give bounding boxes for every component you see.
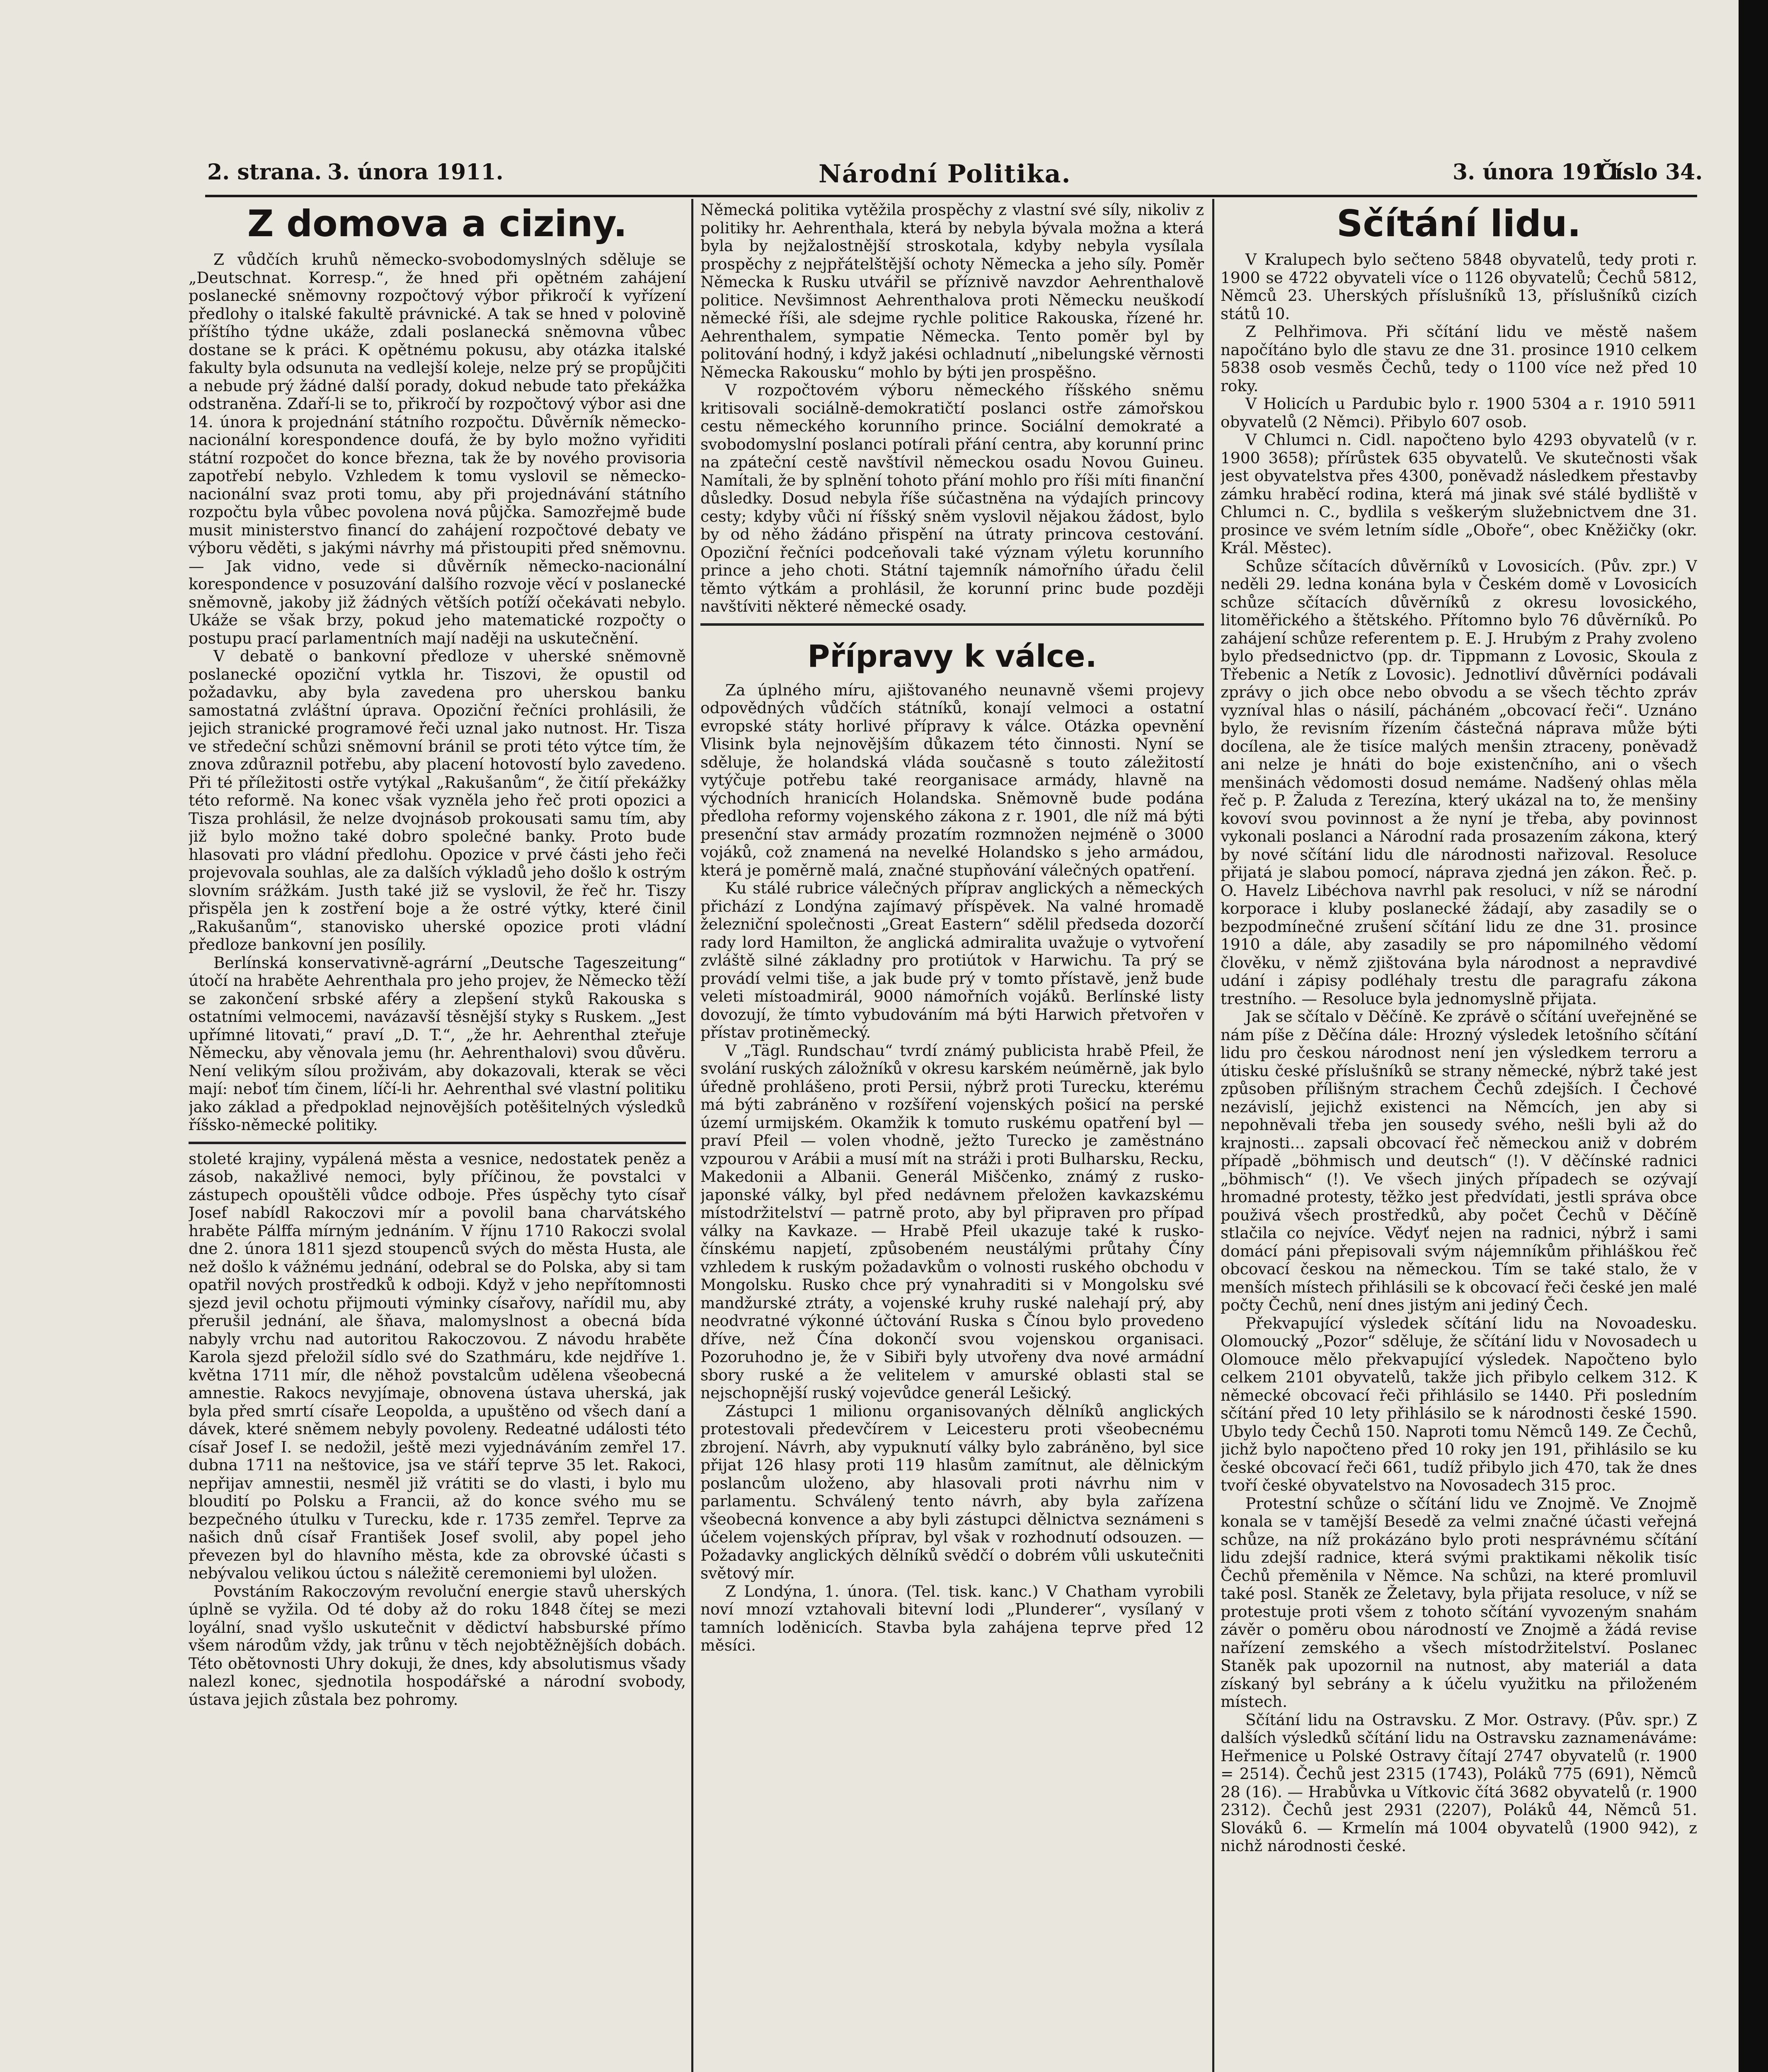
article-paragraph: Protestní schůze o sčítání lidu ve Znojmě. Ve Znojmě konala se v tamější Besedě za velmi značné účasti veřejná schůze, na níž prokázáno bylo proti nesprávnému sčítání lidu zdejší radnice, která svými praktikami několik tisíc Čechů přeměnila v Němce. Na schůzi, na které promluvil také posl. Staněk ze Želetavy, byla přijata resoluce, v níž se protestuje proti všem z tohoto sčítání vyvozeným snahám závěr o poměru obou národností ve Znojmě a žádá revise nařízení zemského a všech místodržitelství. Poslanec Staněk pak upozornil na nutnost, aby materiál a data získaný byl sebrány a k účelu využitku na přiloženém místech.: [1221, 1494, 1697, 1711]
header-rule: [205, 195, 1697, 197]
column-1: [189, 201, 686, 2072]
article-paragraph: V Chlumci n. Cidl. napočteno bylo 4293 obyvatelů (v r. 1900 3658); přírůstek 635 obyvatelů. Ve skutečnosti však jest obyvatelstva přes 4300, poněvadž následkem přestavby zámku hraběcí rodina, která má jinak své stálé bydliště v Chlumci n. C., bydlila s veškerým služebnictvem dne 31. prosince ve svém letním sídle „Oboře“, obec Kněžičky (okr. Král. Městec).: [1221, 431, 1697, 557]
section-heading-domestic-foreign: Z domova a ciziny.: [247, 202, 627, 245]
article-paragraph: Z Pelhřimova. Při sčítání lidu ve městě našem napočítáno bylo dle stavu ze dne 31. prosince 1910 celkem 5838 osob vesměs Čechů, tedy o 1100 více než před 10 roky.: [1221, 322, 1697, 395]
scan-edge-right: [1739, 0, 1768, 2072]
article-paragraph: Za úplného míru, ajištovaného neunavně všemi projevy odpovědných vůdčích státníků, konají velmoci a ostatní evropské státy horlivé přípravy k válce. Otázka opevnění Vlisink byla nejnovějším důkazem této činnosti. Nyní se sděluje, že holandská vláda současně s touto záležitostí vytýčuje potřebu také reorganisace armády, hlavně na východních hranicích Holandska. Sněmovně bude podána předloha reformy vojenského zákona z r. 1901, dle níž má býti presenční stav armády prozatím rozmnožen nejméně o 3000 vojáků, což znamená na nevelké Holandsko s jeho armádou, která je poměrně malá, značné stupňování válečných opatření.: [700, 680, 1204, 879]
header-issue-number: Číslo 34.: [1598, 160, 1703, 185]
header-page-number: 2. strana.: [207, 160, 322, 185]
article-paragraph: V „Tägl. Rundschau“ tvrdí známý publicista hrabě Pfeil, že svolání ruských záložníků v okresu karském neúměrně, jak bylo úředně prohlášeno, proti Persii, nýbrž proti Turecku, kterému má býti zabráněno v rozšíření vojenských pošicí na perské území urmijském. Okamžik k tomuto ruskému opatření byl — praví Pfeil — volen vhodně, ježto Turecko je zaměstnáno vzpourou v Arábii a musí mít na stráži i proti Bulharsku, Recku, Makedonii a Albanii. Generál Miščenko, známý z rusko-japonské války, byl před nedávnem přeložen kavkazskému místodržitelství — patrně proto, aby byl připraven pro případ války na Kavkaze. — Hrabě Pfeil ukazuje také k rusko-čínskému napjetí, způsobeném neustálými průtahy Číny vzhledem k ruským požadavkům o volnosti ruského obchodu v Mongolsku. Rusko chce prý vynahraditi si v Mongolsku své mandžurské ztráty, a vojenské kruhy ruské nalehají prý, aby neodvratné výkonné účtování Ruska s Čínou bylo provedeno dříve, než Čína dokončí svou vojenskou organisaci. Pozoruhodno je, že v Sibiři byly utvořeny dva nové armádní sbory ruské a že velitelem v amurské oblasti stal se nejschopnější ruský vojevůdce generál Lešický.: [700, 1041, 1204, 1402]
article-paragraph: Překvapující výsledek sčítání lidu na Novoadesku. Olomoucký „Pozor“ sděluje, že sčítání lidu v Novosadech u Olomouce mělo překvapující výsledek. Napočteno bylo celkem 2101 obyvatelů, takže jich přibylo celkem 312. K německé obcovací řeči přihlásilo se 1440. Při posledním sčítání před 10 lety přihlásilo se k národnosti české 1590. Ubylo tedy Čechů 150. Naproti tomu Němců 149. Ze Čechů, jichž bylo napočteno před 10 roky jen 191, přihlásilo se ku české obcovací řeči 661, tudíž přibylo jich 470, tak že dnes tvoří české obyvatelstvo na Novosadech 315 proc.: [1221, 1314, 1697, 1494]
article-paragraph: Berlínská konservativně-agrární „Deutsche Tageszeitung“ útočí na hraběte Aehrenthala pro jeho projev, že Německo těží se zakončení srbské aféry a zlepšení styků Rakouska s ostatními velmocemi, navázavší těsnější styky s Ruskem. „Jest upřímné litovati,“ praví „D. T.“, „že hr. Aehrenthal zteřuje Německu, aby věnovala jemu (hr. Aehrenthalovi) svou důvěru. Není velikým sílou proživám, aby dokazovali, kterak se věci mají: neboť tím činem, líčí-li hr. Aehrenthal své vlastní politiku jako základ a předpoklad nejnovějších potěšitelných výsledků říšsko-německé politiky.: [189, 953, 686, 1134]
section-break: [700, 619, 1204, 626]
article-paragraph: V debatě o bankovní předloze v uherské sněmovně poslanecké opoziční vytkla hr. Tiszovi, že opustil od požadavku, aby byla zavedena pro uherskou banku samostatná zvláštní úprava. Opoziční řečníci prohlásili, že jejich stranické programové řeči uznal jako nutnost. Hr. Tisza ve středeční schůzi sněmovní bránil se proti této výtce tím, že znova zdůraznil potřebu, aby placení hotovostí bylo zavedeno. Při té příležitosti ostře vytýkal „Rakušanům“, že čitíí překážky této reformě. Na konec však vyzněla jeho řeč proti opozici a Tisza prohlásil, že nelze dvojnásob prokousati samu tím, aby již bylo možno také dobro společné banky. Proto bude hlasovati pro vládní předlohu. Opozice v prvé části jeho řeči projevovala souhlas, ale za dalších výkladů jeho došlo k ostrým slovním srážkám. Justh také již se vyslovil, že řeč hr. Tiszy přispěla jen k zostření boje a že ostré výtky, které činil „Rakušanům“, stanovisko uherské opozice proti vládní předloze bankovní jen posílily.: [189, 647, 686, 954]
article-paragraph: Z vůdčích kruhů německo-svobodomyslných sděluje se „Deutschnat. Korresp.“, že hned při opětném zahájení poslanecké sněmovny rozpočtový výbor přikročí k vyřízení předlohy o italské fakultě právnické. A tak se hned v polovině příštího týdne ukáže, zdali poslanecká sněmovna vůbec dostane se k práci. K opětnému pokusu, aby otázka italské fakulty byla odsunuta na vedlejší koleje, nelze prý se propůjčiti a nebude prý žádné další porady, dokud nebude tato překážka odstraněna. Zdaří-li se to, přikročí by rozpočtový výbor asi dne 14. února k projednání státního rozpočtu. Důvěrník německo-nacionální korespondence doufá, že by bylo možno vyřiditi státní rozpočet do konce března, tak že by nového provisoria zapotřebí nebylo. Vzhledem k tomu vyslovil se německo-nacionální svaz proti tomu, aby při projednávání státního rozpočtu byla vůbec povolena nová půjčka. Samozřejmě bude musit ministerstvo financí do zahájení rozpočtové debaty ve výboru věděti, s jakými návrhy má přistoupiti před sněmovnu. — Jak vidno, vede si důvěrník německo-nacionální korespondence v posuzování dalšího rozvoje věcí v poslanecké sněmovně, jakoby již žádných větších potíží očekávati nebylo. Ukáže se však brzy, pokud jeho matematické rozpočty o postupu prací parlamentních mají naději na uskutečnění.: [189, 250, 686, 647]
article-paragraph: Německá politika vytěžila prospěchy z vlastní své síly, nikoliv z politiky hr. Aehrenthala, která by nebyla bývala možna a která byla by nejžalostnější stroskotala, kdyby nebyla vysílala prospěchy z nejpřátelštější ochoty Německa a jeho síly. Poměr Německa k Rusku utvářil se příznivě navzdor Aehrenthalově politice. Nevšimnost Aehrenthalova proti Německu neuškodí německé říši, ale sdejme rychle politice Rakouska, řízené hr. Aehrenthalem, sympatie Německa. Tento poměr byl by politování hodný, i když jakési ochladnutí „nibelungské věrnosti Německa Rakousku“ mohlo by býti jen prospěšno.: [700, 201, 1204, 381]
article-paragraph: Zástupci 1 milionu organisovaných dělníků anglických protestovali předevčírem v Leicesteru proti všeobecnému zbrojení. Návrh, aby vypuknutí války bylo zabráněno, byl sice přijat 126 hlasy proti 119 hlasům zamítnut, ale dělnickým poslancům uloženo, aby hlasovali proti návrhu nim v parlamentu. Schválený tento návrh, aby byla zařízena všeobecná konvence a aby byli zástupci dělnictva seznámeni s účelem vojenských příprav, byl však v rozhodnutí odsouzen. — Požadavky anglických dělníků svědčí o dobrém vůli uskutečniti světový mír.: [700, 1402, 1204, 1582]
article-paragraph: Jak se sčítalo v Děčíně. Ke zprávě o sčítání uveřejněné se nám píše z Děčína dále: Hrozný výsledek letošního sčítání lidu pro českou národnost není jen výsledkem terroru a útisku české příslušníků se strany německé, nýbrž také jest způsoben přílišným strachem Čechů zdejších. I Čechové nezávislí, jejichž existenci na Němcích, jen aby si nepohněvali třeba jen sousedy svého, nešli byli až do krajnosti... zapsali obcovací řeč německou aniž v dobrém případě „böhmisch und deutsch“ (!). V děčínské radnici „böhmisch“ (!). Ve všech jiných případech se ozývají hromadné protesty, těžko jest předvídati, jestli správa obce použivá všech prostředků, aby počet Čechů v Děčíně stlačila co nejvíce. Vědyť nejen na radnici, nýbrž i sami domácí páni přepisovali svým nájemníkům přihláškou řeč obcovací českou na německou. Tím se také stalo, že v menších místech přihlásili se k obcovací řeči české jen malé počty Čechů, není dnes jistým ani jediný Čech.: [1221, 1007, 1697, 1314]
article-paragraph: Sčítání lidu na Ostravsku. Z Mor. Ostravy. (Pův. spr.) Z dalších výsledků sčítání lidu na Ostravsku zaznamenáváme: Heřmenice u Polské Ostravy čítají 2747 obyvatelů (r. 1900 = 2514). Čechů jest 2315 (1743), Poláků 775 (691), Němců 28 (16). — Hrabůvka u Vítkovic čítá 3682 obyvatelů (r. 1900 2312). Čechů jest 2931 (2207), Poláků 44, Němců 51. Slováků 6. — Krmelín má 1004 obyvatelů (1900 942), z nichž národnosti české.: [1221, 1710, 1697, 1855]
column-2: [700, 201, 1204, 2072]
article-paragraph: Schůze sčítacích důvěrníků v Lovosicích. (Pův. zpr.) V neděli 29. ledna konána byla v Českém domě v Lovosicích schůze sčítacích důvěrníků z okresu lovosického, litoměřického a štětského. Přítomno bylo 76 důvěrníků. Po zahájení schůze referentem p. E. J. Hrubým z Prahy zvoleno bylo předsednictvo (pp. dr. Tippmann z Lovosic, Skoula z Třebenic a Netík z Lovosic). Jednotliví důvěrníci podávali zprávy o jich obce nebo obvodu a se všech těchto zpráv vyzníval hlas o násilí, pácháném „obcovací řeči“. Uznáno bylo, že revisním řízením částečná náprava může býti docílena, ale že tisíce malých menšin ztraceny, poněvadž ani nelze je hnáti do boje existenčního, ani o všech menšinách vědomosti dosud nemáme. Nadšený ohlas měla řeč p. P. Žaluda z Terezína, který ukázal na to, že menšiny kovoví svou povinnost a že nyní je třeba, aby povinnost vykonali poslanci a Národní rada prosazením zákona, který by nové sčítání lidu dle národnosti nařizoval. Resoluce přijatá je slabou pomocí, náprava zjedná jen zákon. Řeč. p. O. Havelz Libéchova navrhl pak resoluci, v níž se národní korporace i kluby poslanecké žádají, aby zasadily se o bezpodmínečné zrušení sčítání lidu ze dne 31. prosince 1910 a dále, aby zasadily se pro nápomilného vědomí člověku, v němž zjištována byla národnost a nepravdivé udání i zápisy podléhaly trestu dle paragrafu zákona trestního. — Resoluce byla jednomyslně přijata.: [1221, 557, 1697, 1008]
section-heading-census: Sčítání lidu.: [1336, 202, 1581, 245]
article-paragraph: Z Londýna, 1. února. (Tel. tisk. kanc.) V Chatham vyrobili noví mnozí vztahovali bitevní lodi „Plunderer“, vysílaný v tamních loděnicích. Stavba byla zahájena teprve před 12 měsíci.: [700, 1582, 1204, 1654]
header-date-left: 3. února 1911.: [327, 160, 504, 185]
article-paragraph: V Kralupech bylo sečteno 5848 obyvatelů, tedy proti r. 1900 se 4722 obyvateli více o 1126 obyvatelů; Čechů 5812, Němců 23. Uherských příslušníků 13, příslušníků cizích států 10.: [1221, 250, 1697, 323]
header-masthead: Národní Politika.: [819, 160, 1071, 189]
article-paragraph: V rozpočtovém výboru německého říšského sněmu kritisovali sociálně-demokratičtí poslanci ostře zámořskou cestu německého korunního prince. Sociální demokraté a svobodomyslní poslanci potírali přání centra, aby korunní princ na zpáteční cestě navštívil německou osadu Novou Guineu. Namítali, že by splnění tohoto přání mohlo pro říši míti finanční důsledky. Dosud nebyla říše súčastněna na výdajích princovy cesty; kdyby vůči ní říšský sněm vyslovil nějakou žádost, bylo by od něho žádáno přispění na útraty princova cestování. Opoziční řečníci podceňovali také význam výletu korunního prince a jeho choti. Státní tajemník námořního úřadu čelil těmto výtkám a prohlásil, že korunní princ bude později navštíviti některé německé osady.: [700, 381, 1204, 615]
article-paragraph: stoleté krajiny, vypálená města a vesnice, nedostatek peněz a zásob, nakažlivé nemoci, byly příčinou, že povstalci v zástupech opouštěli vůdce odboje. Přes úspěchy tyto císař Josef nabídl Rakoczovi mír a povolil bana charvátského hraběte Pálffa mírným jednáním. V říjnu 1710 Rakoczi svolal dne 2. února 1811 sjezd stoupenců svých do města Husta, ale než došlo k vážnému jednání, odebral se do Polska, aby si tam opatřil nových prostředků k odboji. Když v jeho nepřítomnosti sjezd jevil ochotu přijmouti výminky císařovy, nařídil mu, aby přerušil jednání, ale šňava, malomyslnost a obecná bída nabyly vrchu nad autoritou Rakoczovou. Z návodu hraběte Karola sjezd přeložil sídlo své do Szathmáru, kde nejdříve 1. května 1711 mír, dle něhož povstalcům udělena všeobecná amnestie. Rakocs nevyjímaje, obnovena ústava uherská, jak byla před smrtí císaře Leopolda, a upuštěno od všech daní a dávek, které sněmem nebyly povoleny. Redeatné události této císař Josef I. se nedožil, ještě mezi vyjednáváním zemřel 17. dubna 1711 na neštovice, jsa ve stáří teprve 35 let. Rakoci, nepřijav amnestii, nesměl již vrátiti se do vlasti, i bylo mu bloudití po Polsku a Francii, až do konce svého mu se bezpečného útulku v Turecku, kde r. 1735 zemřel. Teprve za našich dnů císař František Josef svolil, aby popel jeho převezen byl do hlavního města, kde za obrovské účasti s nebývalou velikou úctou s náležitě ceremoniemi byl uložen.: [189, 1149, 686, 1582]
header-date-right: 3. února 1911.: [1453, 160, 1629, 185]
column-3: [1221, 201, 1697, 2072]
section-break: [189, 1138, 686, 1144]
article-paragraph: Povstáním Rakoczovým revoluční energie stavů uherských úplně se vyžila. Od té doby až do roku 1848 čítej se mezi loyální, snad vyšlo uskutečnit v dědictví habsburské přímo všem národům vždy, jak trůnu v těch nejobtěžnějších dobách. Této obětovnosti Uhry dokuji, že dnes, kdy absolutismus všady nalezl konec, sjednotila hospodářské a národní svobody, ústava jejich zůstala bez pohromy.: [189, 1582, 686, 1709]
column-divider-1: [691, 199, 693, 2072]
column-divider-2: [1212, 199, 1214, 2072]
section-heading-war-preparations: Přípravy k válce.: [807, 638, 1097, 674]
article-paragraph: V Holicích u Pardubic bylo r. 1900 5304 a r. 1910 5911 obyvatelů (2 Němci). Přibylo 607 osob.: [1221, 395, 1697, 431]
article-paragraph: Ku stálé rubrice válečných příprav anglických a německých přichází z Londýna zajímavý příspěvek. Na valné hromadě železniční společnosti „Great Eastern“ sdělil předseda dozorčí rady lord Hamilton, že anglická admiralita uvažuje o vytvoření zvláště silné základny pro protiútok v Harwichu. Ta prý se provádí velmi tiše, a jak bude prý v tomto přístavě, jenž bude veleti místoadmirál, 9000 námořních vojáků. Berlínské listy dovozují, že tímto vybudováním má býti Harwich přetvořen v přístav protiněmecký.: [700, 879, 1204, 1041]
